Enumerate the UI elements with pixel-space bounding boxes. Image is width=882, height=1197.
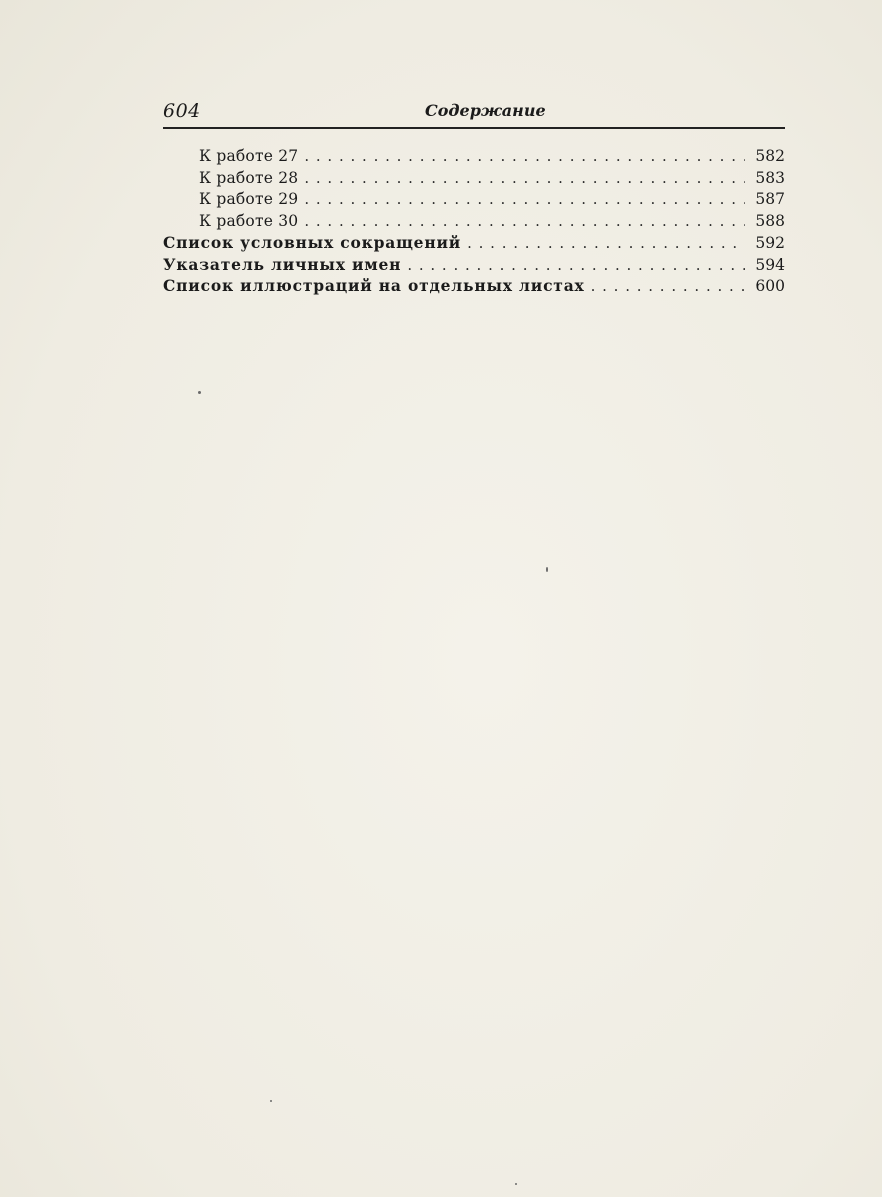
toc-entry-page: 583 bbox=[755, 168, 785, 187]
paper-speck bbox=[198, 391, 201, 394]
running-title: Содержание bbox=[425, 101, 546, 120]
toc-entry bbox=[163, 232, 785, 254]
toc-entry-page: 592 bbox=[755, 234, 785, 252]
toc-entry bbox=[163, 189, 785, 211]
toc-dot-leader bbox=[467, 233, 745, 255]
toc-entry-page: 594 bbox=[755, 255, 785, 274]
toc-entry-title: К работе 28 bbox=[199, 168, 299, 187]
toc-entry bbox=[163, 275, 785, 297]
toc-entry-page: 588 bbox=[755, 211, 785, 230]
toc-entry-title: К работе 30 bbox=[199, 211, 299, 230]
toc-dot-leader bbox=[591, 276, 745, 298]
toc-entry-page: 600 bbox=[755, 277, 785, 295]
paper-speck bbox=[270, 1100, 272, 1102]
toc-entry bbox=[163, 168, 785, 190]
toc-entry bbox=[163, 254, 785, 276]
toc-dot-leader bbox=[304, 211, 745, 233]
page-number: 604 bbox=[163, 100, 201, 122]
paper-speck bbox=[546, 567, 548, 572]
page-header bbox=[163, 100, 785, 126]
toc-entry-title: Список иллюстраций на отдельных листах bbox=[163, 276, 585, 295]
toc-dot-leader bbox=[304, 146, 745, 168]
toc-entry-page: 587 bbox=[755, 190, 785, 208]
toc-entry bbox=[163, 146, 785, 168]
table-of-contents bbox=[163, 146, 785, 297]
paper-speck bbox=[515, 1183, 517, 1185]
toc-entry bbox=[163, 211, 785, 233]
toc-dot-leader bbox=[304, 189, 745, 211]
toc-entry-title: К работе 27 bbox=[199, 147, 299, 165]
toc-entry-title: Список условных сокращений bbox=[163, 233, 462, 252]
toc-entry-title: Указатель личных имен bbox=[163, 254, 402, 274]
toc-entry-page: 582 bbox=[755, 147, 785, 165]
toc-entry-title: К работе 29 bbox=[199, 190, 299, 208]
toc-dot-leader bbox=[304, 168, 745, 190]
toc-dot-leader bbox=[407, 255, 745, 277]
header-rule bbox=[163, 127, 785, 129]
